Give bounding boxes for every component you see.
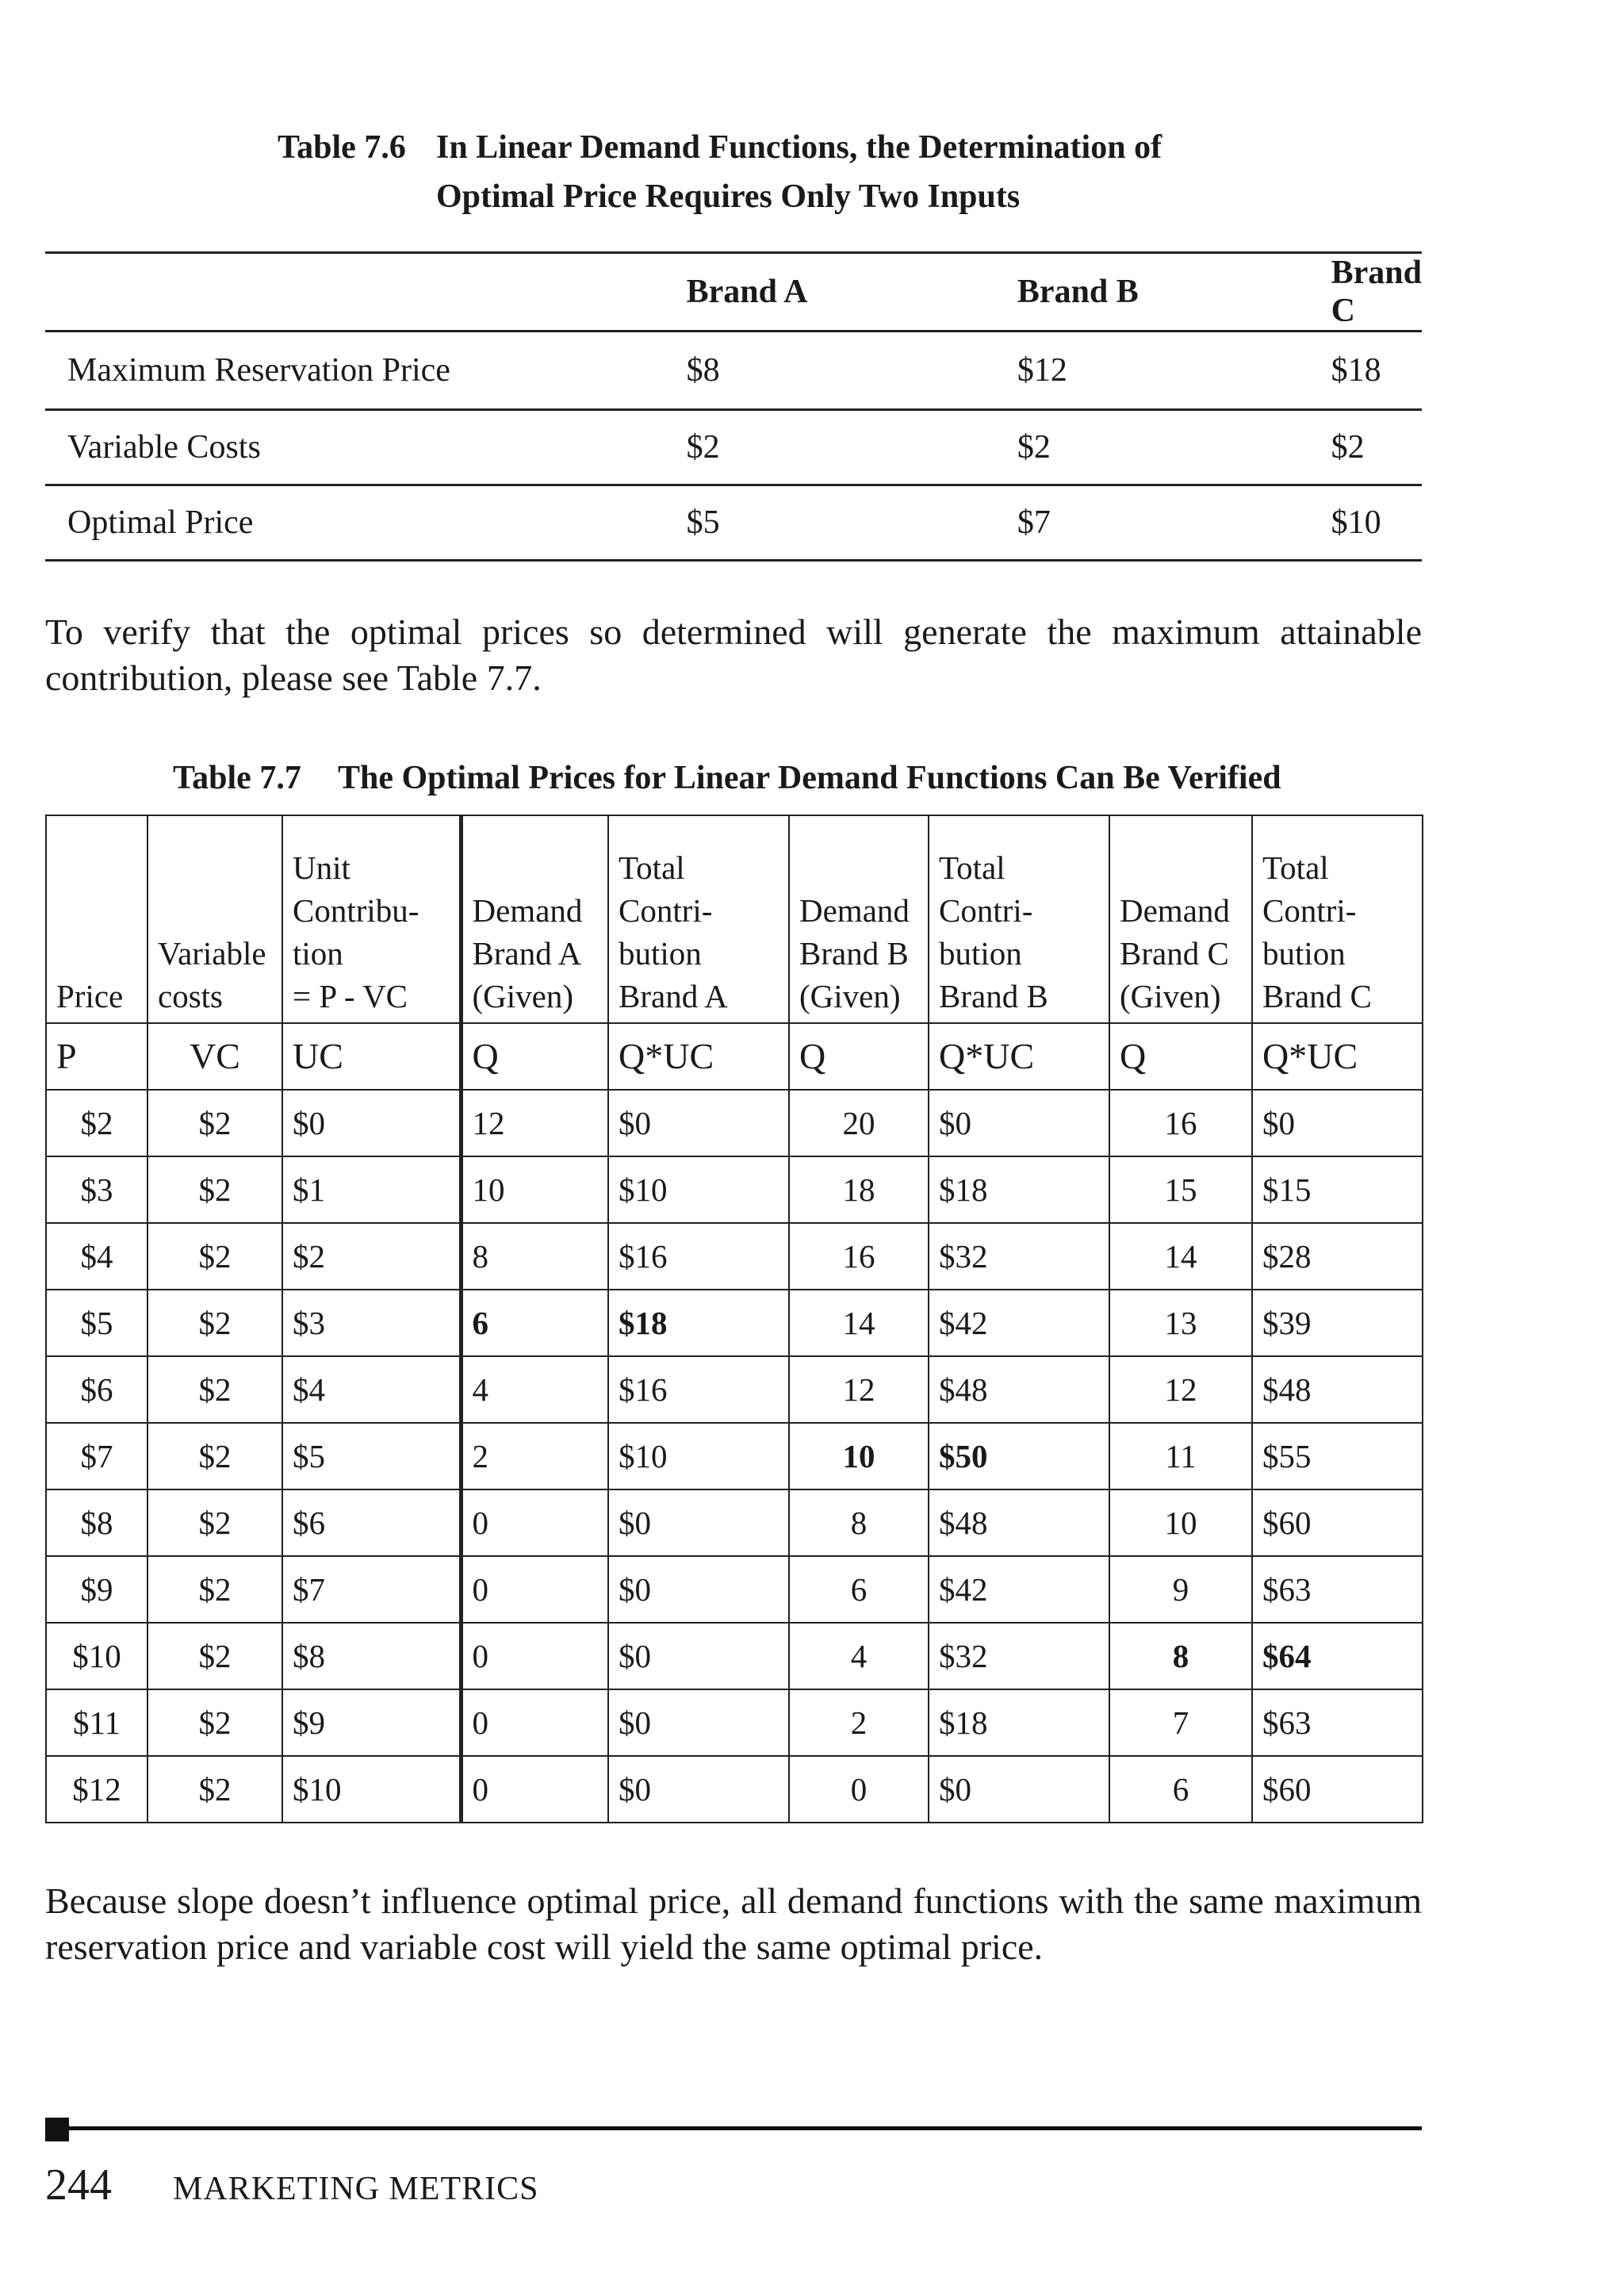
table-cell: 12 (461, 1090, 608, 1156)
table-7-7-caption (173, 753, 1521, 803)
table-cell: 6 (461, 1290, 608, 1356)
table-cell: $2 (1309, 410, 1422, 485)
table-cell: 20 (789, 1090, 929, 1156)
table-cell: $5 (282, 1423, 461, 1489)
table-cell: 12 (789, 1356, 929, 1423)
table-cell: 8 (1109, 1623, 1252, 1689)
table-7-7-header-cell (46, 815, 147, 1023)
table-cell: $11 (46, 1689, 147, 1756)
table-cell: $10 (46, 1623, 147, 1689)
table-cell: $4 (282, 1356, 461, 1423)
header-line: Contribu- (293, 892, 419, 929)
table-cell: $18 (929, 1156, 1109, 1223)
table-cell: $0 (929, 1756, 1109, 1823)
table-cell: 10 (1109, 1489, 1252, 1556)
table-row (46, 1223, 1423, 1290)
table-7-7-header-cell (1252, 815, 1423, 1023)
table-cell: $8 (282, 1623, 461, 1689)
symbol-cell: Q*UC (929, 1023, 1109, 1090)
header-line: Unit (293, 849, 350, 886)
table-cell: $48 (929, 1356, 1109, 1423)
table-7-6-header-row (45, 253, 1422, 332)
table-cell: 8 (789, 1489, 929, 1556)
table-cell: $60 (1252, 1756, 1423, 1823)
row-label: Maximum Reservation Price (45, 332, 665, 410)
table-cell: $7 (46, 1423, 147, 1489)
header-line: Demand (472, 892, 583, 929)
symbol-cell: P (46, 1023, 147, 1090)
table-row (46, 1689, 1423, 1756)
page-number: 244 (45, 2160, 112, 2210)
table-cell: $10 (282, 1756, 461, 1823)
table-cell: $55 (1252, 1423, 1423, 1489)
table-cell: 0 (461, 1489, 608, 1556)
table-cell: $2 (147, 1223, 282, 1290)
intro-paragraph: To verify that the optimal prices so determined will generate the maximum attainable contribution, please see Table 7.7. (45, 611, 1422, 698)
table-cell: $2 (147, 1689, 282, 1756)
table-cell: $10 (608, 1156, 789, 1223)
symbol-cell: VC (147, 1023, 282, 1090)
table-cell: $2 (147, 1090, 282, 1156)
symbol-cell: Q (461, 1023, 608, 1090)
table-cell: $1 (282, 1156, 461, 1223)
table-cell: $2 (147, 1489, 282, 1556)
table-7-7-header-cell (147, 815, 282, 1023)
row-label: Optimal Price (45, 485, 665, 561)
table-cell: $0 (282, 1090, 461, 1156)
table-7-7-header-cell (282, 815, 461, 1023)
symbol-cell: Q*UC (608, 1023, 789, 1090)
table-cell: $18 (1309, 332, 1422, 410)
table-cell: 2 (461, 1423, 608, 1489)
table-cell: 11 (1109, 1423, 1252, 1489)
table-7-6-caption (278, 123, 1467, 221)
table-cell: 13 (1109, 1290, 1252, 1356)
table-cell: $8 (46, 1489, 147, 1556)
table-cell: 7 (1109, 1689, 1252, 1756)
table-cell: $28 (1252, 1223, 1423, 1290)
table-cell: 0 (461, 1689, 608, 1756)
table-cell: 4 (789, 1623, 929, 1689)
table-cell: $32 (929, 1623, 1109, 1689)
table-cell: $64 (1252, 1623, 1423, 1689)
table-cell: 2 (789, 1689, 929, 1756)
symbol-cell: Q (1109, 1023, 1252, 1090)
table-cell: 4 (461, 1356, 608, 1423)
running-head: MARKETING METRICS (173, 2171, 539, 2207)
table-cell: 9 (1109, 1556, 1252, 1623)
table-row (46, 1423, 1423, 1489)
header-line: Brand C (1262, 978, 1372, 1014)
table-cell: $2 (147, 1756, 282, 1823)
table-cell: $2 (147, 1623, 282, 1689)
table-cell: $2 (147, 1290, 282, 1356)
table-7-7-header-cell (789, 815, 929, 1023)
table-cell: 18 (789, 1156, 929, 1223)
table-cell: $2 (995, 410, 1309, 485)
table-cell: $6 (282, 1489, 461, 1556)
header-line: bution (1262, 935, 1346, 972)
table-row (46, 1623, 1423, 1689)
table-cell: $7 (995, 485, 1309, 561)
table-cell: $32 (929, 1223, 1109, 1290)
table-row (46, 1156, 1423, 1223)
table-cell: $7 (282, 1556, 461, 1623)
table-cell: $18 (929, 1689, 1109, 1756)
header-line: Brand A (472, 935, 582, 972)
table-7-7-header-cell (929, 815, 1109, 1023)
header-line: = P - VC (293, 978, 408, 1014)
table-cell: $3 (46, 1156, 147, 1223)
table-row (46, 1356, 1423, 1423)
table-cell: $10 (1309, 485, 1422, 561)
table-cell: $0 (1252, 1090, 1423, 1156)
header-line: Brand B (939, 978, 1048, 1014)
header-line: Total (1262, 849, 1329, 886)
header-line: Contri- (619, 892, 713, 929)
table-cell: 14 (1109, 1223, 1252, 1290)
table-cell: $0 (608, 1756, 789, 1823)
header-line: Brand B (799, 935, 909, 972)
table-cell: $15 (1252, 1156, 1423, 1223)
table-row (46, 1489, 1423, 1556)
row-label: Variable Costs (45, 410, 665, 485)
table-cell: 10 (461, 1156, 608, 1223)
table-cell: $2 (282, 1223, 461, 1290)
table-cell: 0 (789, 1756, 929, 1823)
table-cell: 16 (789, 1223, 929, 1290)
table-row (46, 1556, 1423, 1623)
table-cell: $6 (46, 1356, 147, 1423)
table-cell: 6 (1109, 1756, 1252, 1823)
table-cell: $12 (46, 1756, 147, 1823)
table-7-6-header-cell: Brand A (665, 253, 995, 332)
header-line: Demand (799, 892, 910, 929)
symbol-cell: Q*UC (1252, 1023, 1423, 1090)
table-cell: $50 (929, 1423, 1109, 1489)
symbol-cell: UC (282, 1023, 461, 1090)
table-cell: $48 (929, 1489, 1109, 1556)
header-line: Brand C (1120, 935, 1229, 972)
table-cell: $0 (608, 1090, 789, 1156)
header-line: costs (158, 978, 223, 1014)
table-7-6-header-cell (45, 253, 665, 332)
table-7-6-header-cell: Brand B (995, 253, 1309, 332)
header-line: (Given) (799, 978, 901, 1014)
table-cell: $12 (995, 332, 1309, 410)
table-cell: $42 (929, 1290, 1109, 1356)
table-cell: $16 (608, 1356, 789, 1423)
table-cell: $18 (608, 1290, 789, 1356)
conclusion-paragraph: Because slope doesn’t influence optimal price, all demand functions with the same maximum reservation price and variable cost will yield the same optimal price. (45, 1880, 1422, 1967)
table-row (46, 1756, 1423, 1823)
table-cell: $0 (929, 1090, 1109, 1156)
table-cell: $60 (1252, 1489, 1423, 1556)
table-7-7-header-cell (461, 815, 608, 1023)
table-row (46, 1290, 1423, 1356)
header-line: Contri- (1262, 892, 1357, 929)
table-7-7-header-row (46, 815, 1423, 1023)
table-row (45, 332, 1422, 410)
table-cell: $16 (608, 1223, 789, 1290)
table-7-6-label: Table 7.6 (278, 129, 406, 166)
table-cell: $10 (608, 1423, 789, 1489)
table-cell: 16 (1109, 1090, 1252, 1156)
table-cell: 14 (789, 1290, 929, 1356)
table-cell: $9 (282, 1689, 461, 1756)
table-7-7-label: Table 7.7 (173, 760, 301, 796)
symbol-cell: Q (789, 1023, 929, 1090)
table-cell: $8 (665, 332, 995, 410)
table-cell: 6 (789, 1556, 929, 1623)
table-cell: $0 (608, 1689, 789, 1756)
table-7-7-header-cell (608, 815, 789, 1023)
table-7-7-symbol-row (46, 1023, 1423, 1090)
header-line: bution (619, 935, 702, 972)
table-cell: $5 (665, 485, 995, 561)
header-line: (Given) (1120, 978, 1221, 1014)
table-cell: $3 (282, 1290, 461, 1356)
header-line: Demand (1120, 892, 1230, 929)
table-cell: $42 (929, 1556, 1109, 1623)
header-line: Total (619, 849, 685, 886)
table-7-6-title-line1: In Linear Demand Functions, the Determination of (436, 129, 1162, 166)
table-7-7-title: The Optimal Prices for Linear Demand Functions Can Be Verified (338, 760, 1281, 796)
table-cell: $9 (46, 1556, 147, 1623)
header-line: Variable (158, 935, 266, 972)
header-line: Total (939, 849, 1005, 886)
table-cell: 0 (461, 1623, 608, 1689)
table-row (45, 485, 1422, 561)
table-cell: 0 (461, 1756, 608, 1823)
table-7-7 (45, 815, 1423, 1823)
table-row (45, 410, 1422, 485)
table-cell: $63 (1252, 1556, 1423, 1623)
header-line: bution (939, 935, 1022, 972)
table-cell: 0 (461, 1556, 608, 1623)
header-line: tion (293, 935, 343, 972)
table-cell: $2 (46, 1090, 147, 1156)
table-cell: $63 (1252, 1689, 1423, 1756)
table-cell: $2 (147, 1556, 282, 1623)
table-cell: $48 (1252, 1356, 1423, 1423)
table-cell: $0 (608, 1489, 789, 1556)
table-cell: $0 (608, 1623, 789, 1689)
table-7-7-header-cell (1109, 815, 1252, 1023)
footer-rule (45, 2126, 1422, 2130)
table-cell: $5 (46, 1290, 147, 1356)
table-cell: $39 (1252, 1290, 1423, 1356)
table-cell: $2 (665, 410, 995, 485)
table-7-6-header-cell: Brand C (1309, 253, 1422, 332)
header-line: Contri- (939, 892, 1033, 929)
table-cell: 15 (1109, 1156, 1252, 1223)
header-line: Brand A (619, 978, 728, 1014)
table-cell: 12 (1109, 1356, 1252, 1423)
table-cell: $2 (147, 1356, 282, 1423)
table-7-6 (45, 251, 1422, 562)
header-line: (Given) (472, 978, 574, 1014)
table-cell: $2 (147, 1156, 282, 1223)
table-cell: $2 (147, 1423, 282, 1489)
table-7-6-title-line2: Optimal Price Requires Only Two Inputs (436, 178, 1021, 215)
table-cell: 10 (789, 1423, 929, 1489)
table-cell: $4 (46, 1223, 147, 1290)
table-cell: 8 (461, 1223, 608, 1290)
table-row (46, 1090, 1423, 1156)
table-cell: $0 (608, 1556, 789, 1623)
header-line: Price (56, 978, 124, 1014)
